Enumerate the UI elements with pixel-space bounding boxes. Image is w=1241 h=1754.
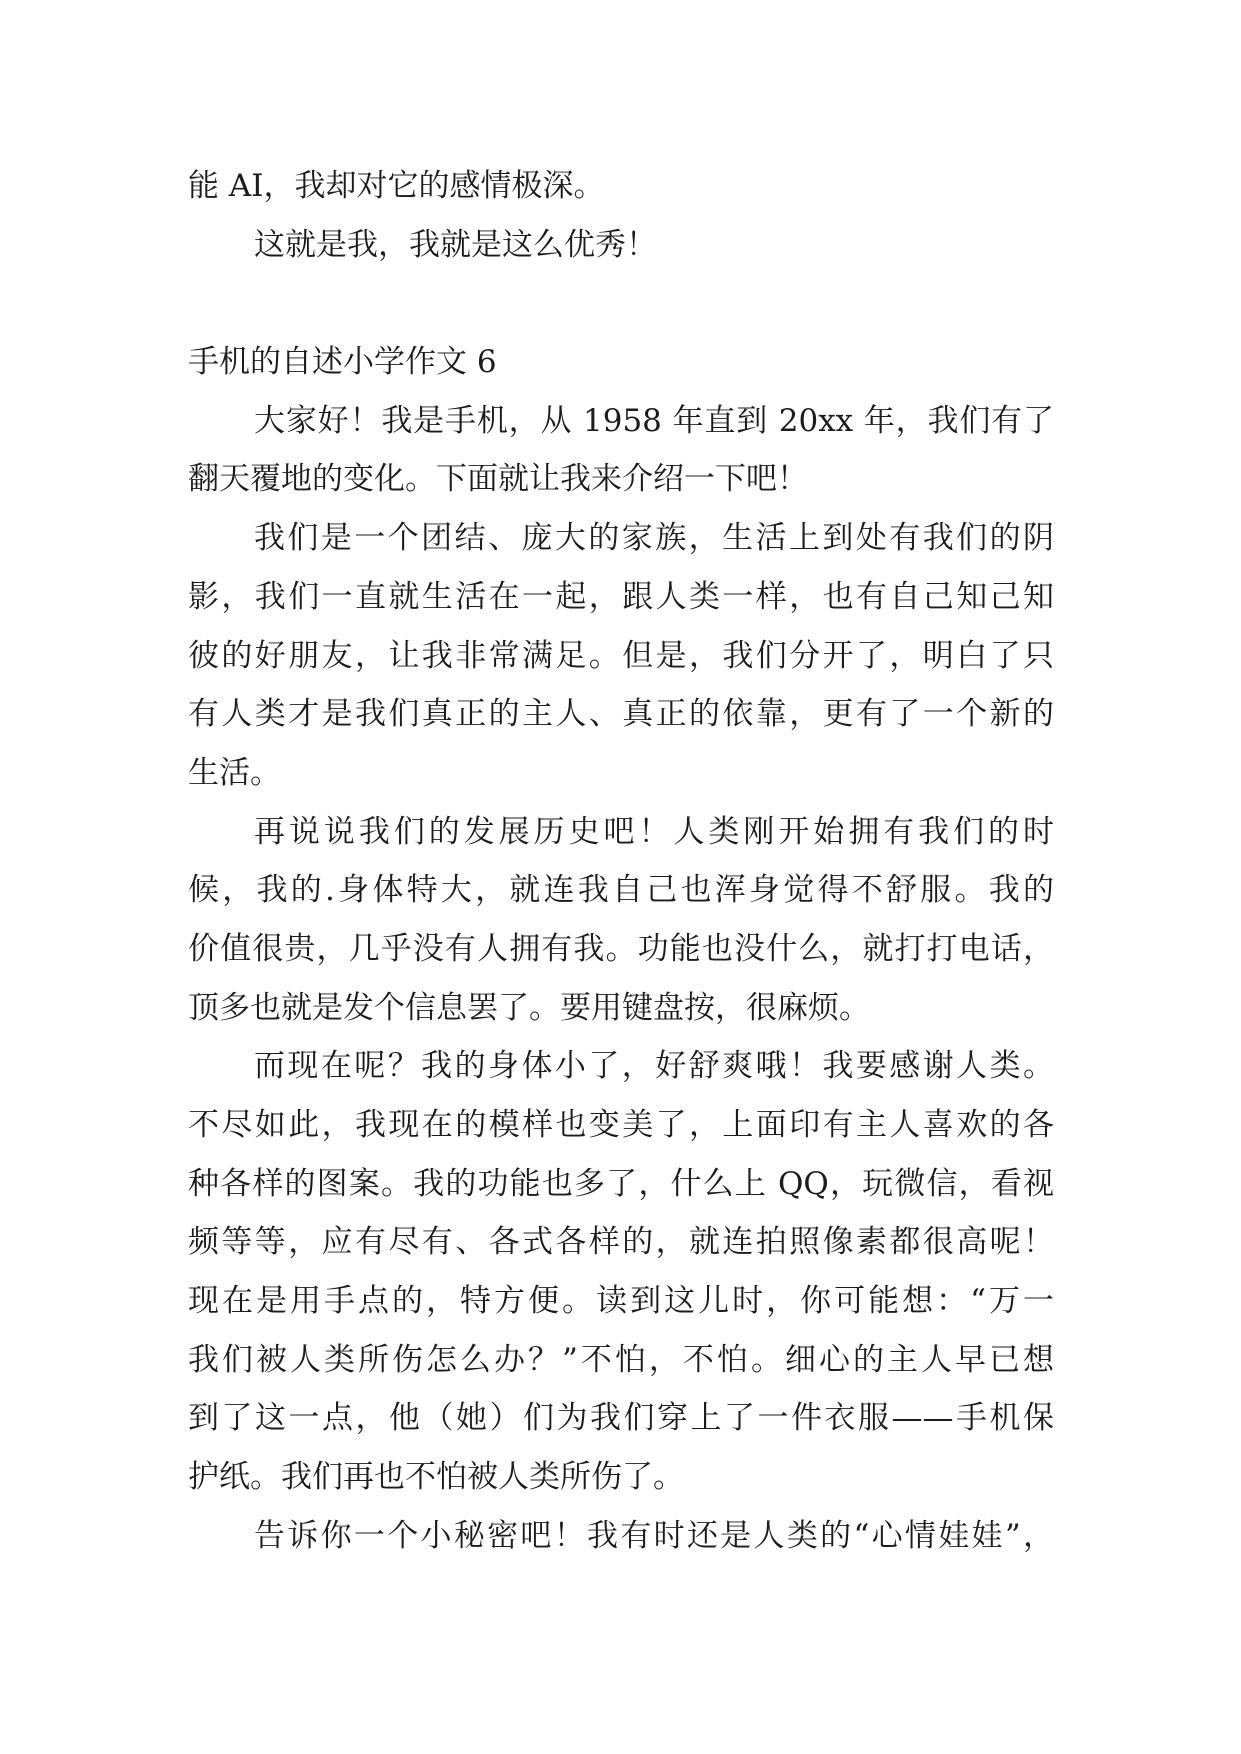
text-line: 而现在呢？我的身体小了，好舒爽哦！我要感谢人类。: [254, 1048, 1054, 1085]
paragraph-intro: [188, 392, 1054, 509]
paragraph-secret: [188, 1507, 1054, 1566]
blank-line: [188, 274, 1054, 333]
text-line: 影，我们一直就生活在一起，跟人类一样，也有自己知己知: [188, 578, 1054, 615]
text-line: 种各样的图案。我的功能也多了，什么上 QQ，玩微信，看视: [188, 1165, 1054, 1202]
paragraph-present: [188, 1037, 1054, 1507]
section-title: 手机的自述小学作文 6: [188, 344, 497, 381]
text-line: 现在是用手点的，特方便。读到这儿时，你可能想：“万一: [188, 1283, 1054, 1320]
text-line: 到了这一点，他（她）们为我们穿上了一件衣服——手机保: [188, 1400, 1054, 1437]
text-line: 彼的好朋友，让我非常满足。但是，我们分开了，明白了只: [188, 637, 1054, 674]
text-line: 价值很贵，几乎没有人拥有我。功能也没什么，就打打电话，: [188, 930, 1054, 967]
text-line: 我们被人类所伤怎么办？”不怕，不怕。细心的主人早已想: [188, 1341, 1054, 1378]
text-line: 顶多也就是发个信息罢了。要用键盘按，很麻烦。: [188, 989, 870, 1026]
text-line: 能 AI，我却对它的感情极深。: [188, 168, 605, 204]
continued-paragraph: [188, 157, 1054, 216]
paragraph-history: [188, 803, 1054, 1038]
closing-paragraph: [188, 216, 1054, 275]
text-line: 这就是我，我就是这么优秀！: [254, 226, 657, 263]
text-line: 不尽如此，我现在的模样也变美了，上面印有主人喜欢的各: [188, 1107, 1054, 1143]
text-line: 频等等，应有尽有、各式各样的，就连拍照像素都很高呢！: [188, 1224, 1054, 1261]
document-body: [188, 157, 1054, 1566]
text-line: 再说说我们的发展历史吧！人类刚开始拥有我们的时: [254, 813, 1054, 850]
text-line: 生活。: [188, 754, 281, 791]
text-line: 候，我的.身体特大，就连我自己也浑身觉得不舒服。我的: [188, 872, 1054, 909]
text-line: 有人类才是我们真正的主人、真正的依靠，更有了一个新的: [188, 696, 1054, 733]
text-line: 告诉你一个小秘密吧！我有时还是人类的“心情娃娃”，: [254, 1517, 1054, 1554]
text-line: 大家好！我是手机，从 1958 年直到 20xx 年，我们有了: [254, 402, 1054, 439]
text-line: 翻天覆地的变化。下面就让我来介绍一下吧！: [188, 461, 808, 498]
paragraph-family: [188, 509, 1054, 802]
text-line: 护纸。我们再也不怕被人类所伤了。: [188, 1459, 684, 1496]
text-line: 我们是一个团结、庞大的家族，生活上到处有我们的阴: [254, 520, 1054, 557]
